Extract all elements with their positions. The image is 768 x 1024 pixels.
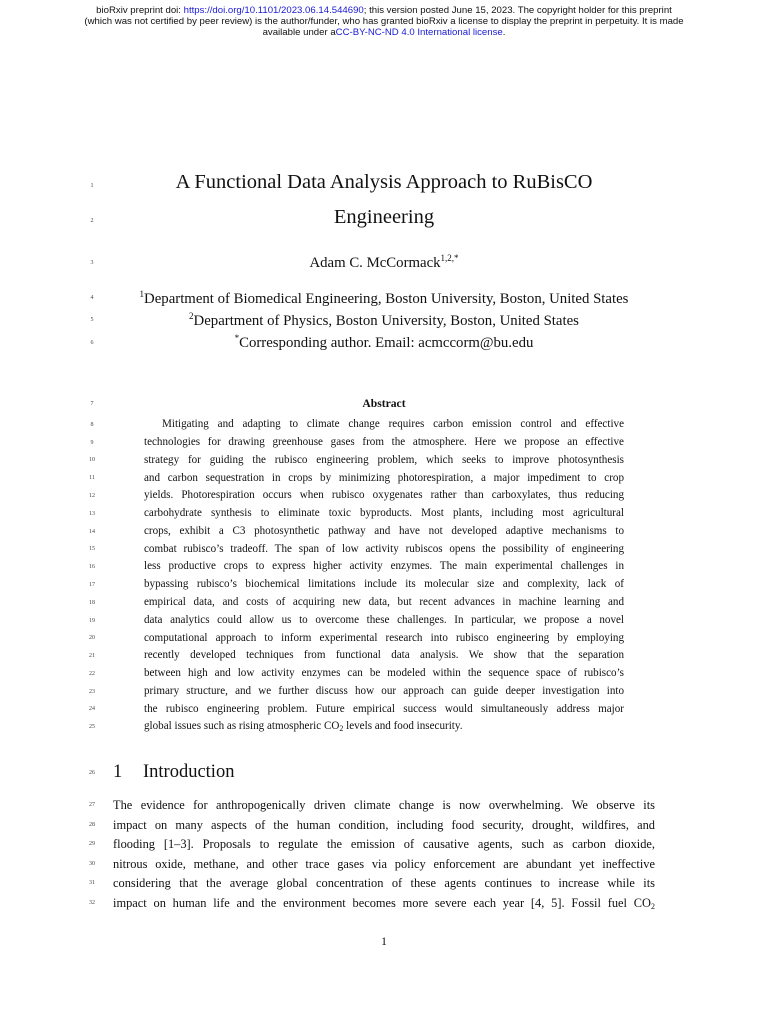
- line-number: 19: [89, 618, 95, 624]
- line-number: 14: [89, 529, 95, 535]
- section-number: 1: [113, 762, 123, 782]
- abstract-line: crops, exhibit a C3 photosynthetic pathway and have not developed adaptive mechanisms to: [144, 525, 624, 537]
- affiliation-2-mark: 2: [189, 311, 194, 321]
- line-number: 25: [89, 724, 95, 730]
- abstract-last-line-prefix: global issues such as rising atmospheric CO: [144, 720, 340, 732]
- license-link[interactable]: CC-BY-NC-ND 4.0 International license: [335, 27, 503, 38]
- abstract-line: computational approach to inform experimental research into rubisco engineering by employing: [144, 632, 624, 644]
- line-number: 20: [89, 635, 95, 641]
- abstract-line: between high and low activity enzymes can be modeled within the sequence space of rubisco’s: [144, 667, 624, 679]
- line-number: 8: [90, 422, 94, 428]
- page-number: 1: [381, 934, 387, 948]
- line-number: 1: [90, 183, 94, 189]
- body-last-line-text: impact on human life and the environment becomes more severe each year [4, 5]. Fossil fuel CO: [113, 896, 651, 910]
- banner-line-2: (which was not certified by peer review) is the author/funder, who has granted bioRxiv a license to display the preprint in perpetuity. It is made: [84, 16, 684, 27]
- line-number: 28: [89, 822, 95, 828]
- abstract-last-line: [144, 718, 624, 734]
- line-number: 30: [89, 861, 95, 867]
- line-number: 26: [89, 770, 95, 776]
- line-number: 12: [89, 493, 95, 499]
- corresponding-text: Corresponding author. Email: acmccorm@bu.edu: [239, 335, 534, 351]
- abstract-line: the rubisco engineering problem. Future empirical success would simultaneously address major: [144, 703, 624, 715]
- banner-line-1-suffix: ; this version posted June 15, 2023. The copyright holder for this preprint: [363, 5, 672, 16]
- banner-line-3-prefix: available under a: [262, 27, 336, 38]
- section-heading: [113, 762, 234, 783]
- line-number: 15: [89, 546, 95, 552]
- line-number: 24: [89, 706, 95, 712]
- line-number: 11: [89, 475, 95, 481]
- affiliation-1-text: Department of Biomedical Engineering, Boston University, Boston, United States: [144, 291, 629, 307]
- paper-title-line-2: Engineering: [333, 206, 435, 228]
- affiliation-1: [110, 289, 658, 308]
- preprint-banner: [0, 5, 768, 38]
- abstract-line: less productive crops to express higher activity enzymes. The main experimental challenges in: [144, 560, 624, 572]
- corresponding-author: [110, 333, 658, 352]
- abstract-last-line-suffix: levels and food insecurity.: [343, 720, 463, 732]
- line-number: 17: [89, 582, 95, 588]
- affiliation-1-mark: 1: [139, 289, 145, 299]
- line-number: 6: [90, 340, 94, 346]
- body-line: flooding [1–3]. Proposals to regulate the emission of causative agents, such as carbon dioxide,: [113, 837, 655, 851]
- abstract-line: Mitigating and adapting to climate change requires carbon emission control and effective: [162, 418, 624, 430]
- affiliation-2: [110, 311, 658, 330]
- line-number: 31: [89, 880, 95, 886]
- abstract-line: empirical data, and costs of acquiring new data, but recent advances in machine learning and: [144, 596, 624, 608]
- author-affiliation-marks: 1,2,*: [440, 253, 459, 263]
- abstract-heading: Abstract: [362, 397, 406, 410]
- doi-link[interactable]: https://doi.org/10.1101/2023.06.14.544690: [183, 5, 364, 16]
- abstract-line: bypassing rubisco’s biochemical limitations include its molecular size and complexity, lack of: [144, 578, 624, 590]
- line-number: 9: [90, 440, 94, 446]
- abstract-line: yields. Photorespiration occurs when rubisco oxygenates rather than carboxylates, thus reducing: [144, 489, 624, 501]
- line-number: 3: [90, 260, 94, 266]
- abstract-line: data analytics could allow us to overcome these challenges. In particular, we propose a novel: [144, 614, 624, 626]
- abstract-line: technologies for drawing greenhouse gases from the atmosphere. Here we propose an effective: [144, 436, 624, 448]
- line-number: 29: [89, 841, 95, 847]
- line-number: 22: [89, 671, 95, 677]
- line-number: 23: [89, 689, 95, 695]
- co2-subscript: 2: [651, 902, 655, 911]
- line-number: 21: [89, 653, 95, 659]
- abstract-line: and carbon sequestration in crops by minimizing photorespiration, a major impediment to crop: [144, 472, 624, 484]
- line-number: 2: [90, 218, 94, 224]
- co2-subscript: 2: [339, 724, 344, 733]
- line-number: 5: [90, 317, 94, 323]
- abstract-line: combat rubisco’s tradeoff. The span of low activity rubiscos opens the possibility of engineering: [144, 543, 624, 555]
- banner-line-3: [0, 27, 768, 38]
- abstract-line: recently developed techniques from functional data analysis. We show that the separation: [144, 649, 624, 661]
- corresponding-mark: *: [234, 333, 240, 343]
- banner-line-3-suffix: .: [502, 27, 506, 38]
- line-number: 13: [89, 511, 95, 517]
- line-number: 7: [90, 401, 94, 407]
- line-number: 10: [89, 457, 95, 463]
- abstract-line: primary structure, and we further discuss how our approach can guide deeper investigation into: [144, 685, 624, 697]
- body-line: The evidence for anthropogenically driven climate change is now overwhelming. We observe its: [113, 798, 655, 812]
- line-number: 4: [90, 295, 94, 301]
- line-number: 27: [89, 802, 95, 808]
- body-line: considering that the average global concentration of these agents continues to increase while its: [113, 876, 655, 890]
- line-number: 16: [89, 564, 95, 570]
- body-line: nitrous oxide, methane, and other trace gases via policy enforcement are abundant yet ineffective: [113, 857, 655, 871]
- author-name: Adam C. McCormack: [309, 255, 441, 271]
- paper-title-line-1: A Functional Data Analysis Approach to RuBisCO: [175, 171, 593, 193]
- section-title: Introduction: [143, 762, 235, 782]
- banner-doi-label: bioRxiv preprint doi:: [96, 5, 184, 16]
- banner-line-1: [0, 5, 768, 16]
- abstract-line: carbohydrate synthesis to eliminate toxic byproducts. Most plants, including most agricultural: [144, 507, 624, 519]
- line-number: 32: [89, 900, 95, 906]
- affiliation-2-text: Department of Physics, Boston University, Boston, United States: [193, 313, 579, 329]
- body-line-last: [113, 894, 655, 913]
- line-number: 18: [89, 600, 95, 606]
- abstract-line: strategy for guiding the rubisco engineering problem, which seeks to improve photosynthesis: [144, 454, 624, 466]
- body-line: impact on many aspects of the human condition, including food security, drought, wildfires, and: [113, 818, 655, 832]
- author-line: [110, 253, 658, 272]
